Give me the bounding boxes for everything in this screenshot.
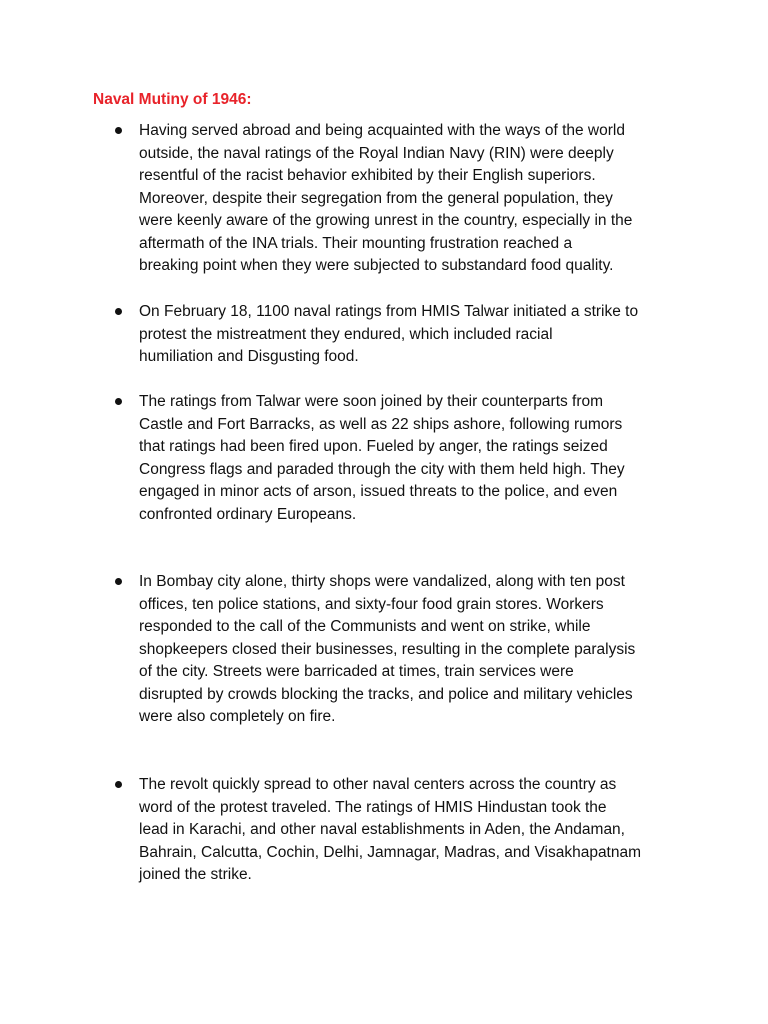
bullet-paragraph [139, 774, 679, 887]
bullet-paragraph [139, 120, 679, 278]
text-line: Moreover, despite their segregation from the general population, they [139, 189, 613, 207]
text-line: breaking point when they were subjected to substandard food quality. [139, 257, 614, 274]
bullet-paragraph [139, 391, 679, 526]
text-line: Congress flags and paraded through the city with them held high. They [139, 460, 625, 478]
text-line: protest the mistreatment they endured, which included racial [139, 325, 553, 343]
text-line: On February 18, 1100 naval ratings from HMIS Talwar initiated a strike to [139, 303, 639, 320]
text-line: disrupted by crowds blocking the tracks, and police and military vehicles [139, 685, 633, 703]
text-line: were keenly aware of the growing unrest in the country, especially in the [139, 212, 633, 229]
text-line: The revolt quickly spread to other naval centers across the country as [139, 776, 617, 793]
text-line: lead in Karachi, and other naval establishments in Aden, the Andaman, [139, 821, 625, 838]
bullet-icon [115, 781, 122, 788]
text-line: joined the strike. [139, 866, 252, 883]
text-line: outside, the naval ratings of the Royal Indian Navy (RIN) were deeply [139, 144, 614, 162]
text-line: word of the protest traveled. The ratings of HMIS Hindustan took the [139, 798, 607, 816]
bullet-paragraph [139, 301, 679, 369]
text-line: offices, ten police stations, and sixty-four food grain stores. Workers [139, 595, 604, 613]
document-title: Naval Mutiny of 1946: [93, 91, 252, 108]
text-line: shopkeepers closed their businesses, resulting in the complete paralysis [139, 640, 636, 658]
text-line: engaged in minor acts of arson, issued threats to the police, and even [139, 483, 618, 500]
bullet-icon [115, 578, 122, 585]
text-line: confronted ordinary Europeans. [139, 505, 357, 523]
text-line: humiliation and Disgusting food. [139, 348, 359, 365]
text-line: that ratings had been fired upon. Fueled by anger, the ratings seized [139, 438, 608, 455]
text-line: of the city. Streets were barricaded at times, train services were [139, 663, 574, 680]
text-line: Bahrain, Calcutta, Cochin, Delhi, Jamnagar, Madras, and Visakhapatnam [139, 843, 642, 861]
bullet-icon [115, 308, 122, 315]
text-line: Having served abroad and being acquainted with the ways of the world [139, 122, 625, 139]
text-line: responded to the call of the Communists and went on strike, while [139, 618, 591, 635]
text-line: Castle and Fort Barracks, as well as 22 ships ashore, following rumors [139, 415, 623, 433]
bullet-icon [115, 398, 122, 405]
bullet-icon [115, 127, 122, 134]
text-line: were also completely on fire. [139, 708, 336, 725]
text-line: aftermath of the INA trials. Their mounting frustration reached a [139, 234, 573, 252]
text-line: resentful of the racist behavior exhibited by their English superiors. [139, 167, 596, 184]
text-line: The ratings from Talwar were soon joined by their counterparts from [139, 393, 604, 410]
bullet-paragraph [139, 571, 679, 729]
text-line: In Bombay city alone, thirty shops were vandalized, along with ten post [139, 573, 625, 590]
